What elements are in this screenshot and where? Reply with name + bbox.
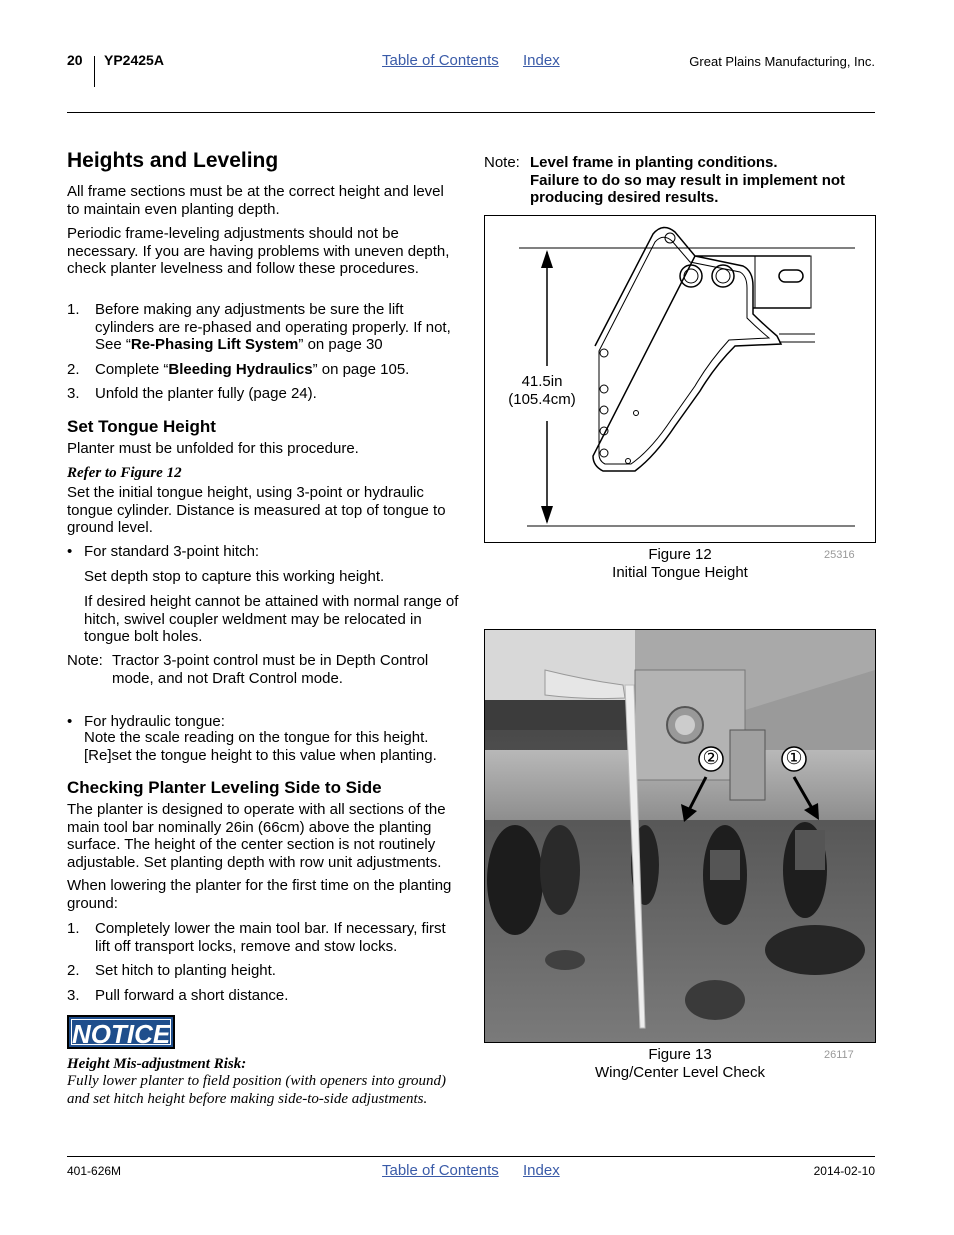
document-number: 401-626M [67, 1164, 122, 1178]
figure-13-photo [484, 629, 876, 1043]
note-text: Tractor 3-point control must be in Depth Control mode, and not Draft Control mode. [112, 652, 429, 687]
bullet-text: For hydraulic tongue: [84, 712, 225, 730]
step-text: Pull forward a short distance. [95, 986, 289, 1004]
planter-photo [485, 630, 875, 1042]
step-text: ” on page 30 [298, 336, 383, 353]
dimension-value-metric: (105.4cm) [508, 390, 576, 408]
figure-label: Figure 13 [648, 1046, 712, 1063]
footer-index-link[interactable]: Index [523, 1162, 560, 1179]
step-number: 1. [67, 301, 80, 318]
section-heading-leveling: Checking Planter Leveling Side to Side [67, 778, 382, 797]
step-text: Before making any adjustments be sure the lift cylinders are re-phased and operating properly. If not, See “ [95, 301, 451, 353]
figure-reference: Refer to Figure 12 [67, 465, 182, 481]
tongue-paragraph-2: Set the initial tongue height, using 3-point or hydraulic tongue cylinder. Distance is measured at top of tongue to ground level. [67, 484, 446, 536]
note-label: Note: [67, 652, 103, 669]
step-link-text: Re-Phasing Lift System [130, 336, 299, 353]
company-name: Great Plains Manufacturing, Inc. [689, 54, 875, 69]
figure-title: Initial Tongue Height [612, 563, 748, 581]
callout-1: ① [785, 748, 803, 769]
notice-badge [67, 1015, 175, 1049]
step-text: Completely lower the main tool bar. If necessary, first lift off transport locks, remove and stow locks. [95, 920, 446, 955]
intro-paragraph-2: Periodic frame-leveling adjustments should not be necessary. If you are having problems with uneven depth, check planter levelness and follow these procedures. [67, 225, 450, 277]
model-code: YP2425A [104, 52, 164, 68]
list-item [67, 962, 459, 980]
note-block [67, 652, 459, 687]
list-item [67, 301, 459, 354]
steps-list-2 [67, 920, 459, 1004]
step-text: Complete “ [95, 360, 169, 378]
header-toc-link[interactable]: Table of Contents [382, 52, 499, 69]
step-number: 2. [67, 962, 80, 979]
note-line: Failure to do so may result in implement not producing desired results. [530, 171, 846, 206]
step-number: 3. [67, 986, 80, 1004]
callout-2: ② [702, 748, 720, 769]
step-number: 2. [67, 360, 80, 378]
step-text: Unfold the planter fully (page 24). [95, 385, 317, 402]
bullet-icon: • [67, 712, 73, 730]
list-item [67, 385, 459, 403]
right-note [484, 154, 876, 207]
page-number: 20 [67, 52, 83, 68]
step-link-text: Bleeding Hydraulics [168, 360, 313, 378]
step-number: 1. [67, 920, 80, 937]
leveling-paragraph-1: The planter is designed to operate with all sections of the main tool bar nominally 26in (66cm) above the planting surface. The height of the center section is not routinely adjustable. Set planting depth with row unit adjustments. [67, 801, 446, 871]
steps-list-1 [67, 301, 459, 403]
bullet-text: For standard 3-point hitch: [84, 543, 260, 560]
header-rule [67, 112, 875, 113]
list-item [67, 987, 459, 1005]
notice-label: NOTICE [72, 1019, 171, 1049]
header-index-link[interactable]: Index [523, 52, 560, 69]
bullet1-paragraph-1: Set depth stop to capture this working height. [84, 568, 385, 585]
dimension-value: 41.5in [521, 373, 563, 390]
step-number: 3. [67, 385, 80, 402]
tongue-paragraph-1: Planter must be unfolded for this procedure. [67, 440, 359, 457]
page-title: Heights and Leveling [67, 149, 279, 172]
header-divider [94, 56, 95, 87]
bullet-icon: • [67, 543, 73, 560]
figure-12-drawing [484, 215, 876, 543]
figure-title: Wing/Center Level Check [594, 1063, 766, 1081]
step-text: ” on page 105. [312, 360, 410, 378]
leveling-paragraph-2: When lowering the planter for the first time on the planting ground: [67, 877, 452, 912]
bullet2-paragraph-1: Note the scale reading on the tongue for this height. [Re]set the tongue height to this value when planting. [84, 729, 437, 764]
figure-13-caption [484, 1046, 876, 1081]
footer-toc-link[interactable]: Table of Contents [382, 1162, 499, 1179]
figure-label: Figure 12 [648, 546, 712, 563]
footer-rule [67, 1156, 875, 1157]
document-date: 2014-02-10 [813, 1164, 875, 1178]
bullet-item [67, 713, 476, 731]
risk-text: Fully lower planter to field position (with openers into ground) and set hitch height before making side-to-side adjustments. [67, 1073, 447, 1107]
section-heading-tongue: Set Tongue Height [67, 417, 216, 436]
risk-title: Height Mis-adjustment Risk: [67, 1056, 247, 1072]
bullet-item [67, 543, 476, 561]
note-line: Level frame in planting conditions. [530, 154, 778, 171]
figure-12-caption [484, 546, 876, 581]
list-item [67, 920, 459, 955]
note-label: Note: [484, 154, 520, 171]
bullet1-paragraph-2: If desired height cannot be attained with normal range of hitch, swivel coupler weldment may be relocated in tongue bolt holes. [84, 593, 459, 645]
step-text: Set hitch to planting height. [95, 962, 276, 979]
dimension-label [499, 373, 585, 408]
list-item [67, 361, 459, 379]
intro-paragraph-1: All frame sections must be at the correct height and level to maintain even planting depth. [67, 183, 444, 218]
figure-13-number: 26117 [824, 1049, 854, 1061]
figure-12-number: 25316 [824, 549, 855, 561]
